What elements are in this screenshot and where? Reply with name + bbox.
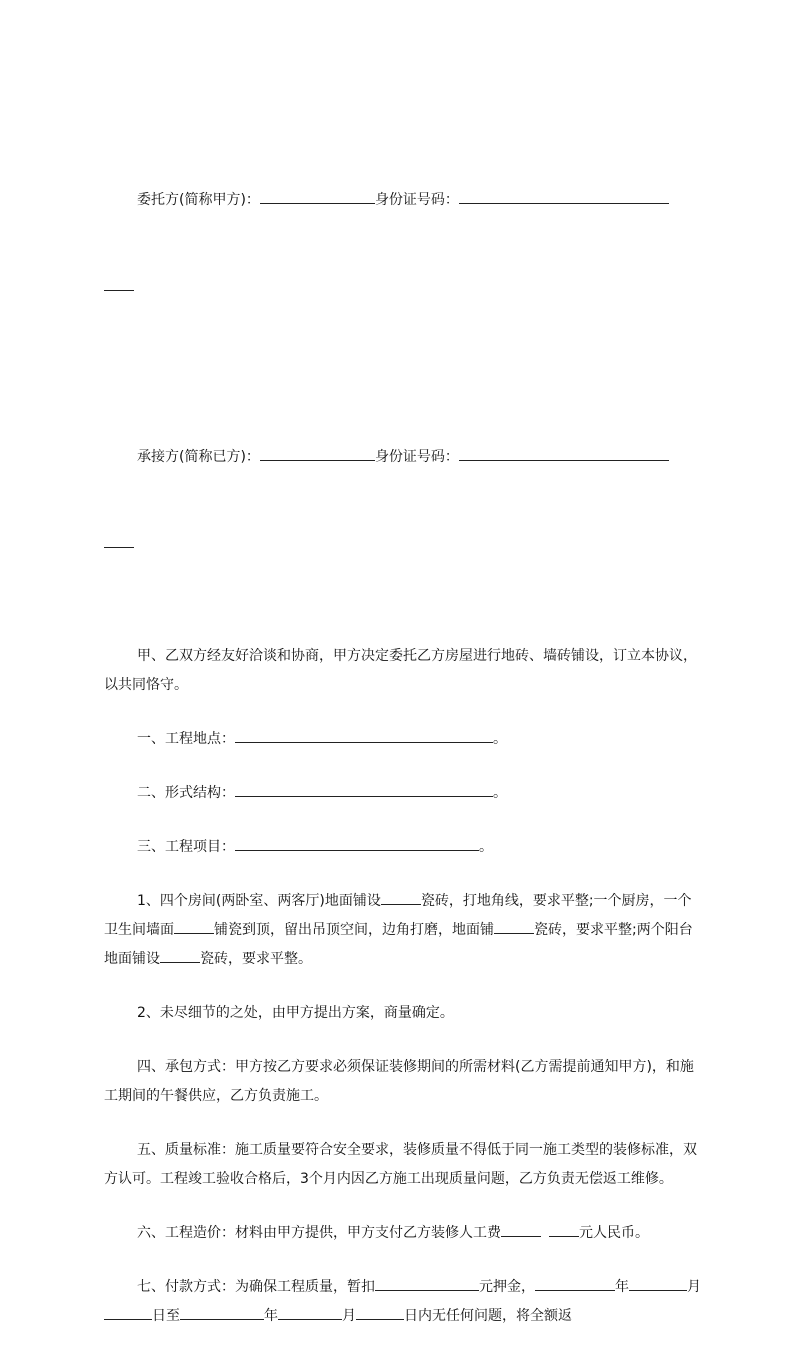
item-1-text-e: 瓷砖，要求平整。 xyxy=(200,951,312,967)
section-6-text-b: 元人民币。 xyxy=(579,1225,649,1241)
party-a-line-cont xyxy=(104,273,704,302)
section-4-paragraph: 四、承包方式：甲方按乙方要求必须保证装修期间的所需材料(乙方需提前通知甲方)，和施工期间的午餐供应，乙方负责施工。 xyxy=(104,1059,694,1104)
wall-tile-blank[interactable] xyxy=(174,919,214,934)
item-1-text-c: 铺瓷到顶，留出吊顶空间，边角打磨，地面铺 xyxy=(214,922,494,938)
item-1-text-b: 瓷砖，打地角线，要求平整;一个厨房，一个卫生间墙面 xyxy=(104,893,692,938)
party-a-label: 委托方(简称甲方)： xyxy=(137,192,260,208)
contract-body xyxy=(104,128,704,1356)
end-year-blank[interactable] xyxy=(180,1305,264,1320)
section-2-structure xyxy=(104,779,704,808)
section-2-end: 。 xyxy=(493,785,507,801)
party-b-name-blank[interactable] xyxy=(260,446,375,461)
section-7-text-g: 月 xyxy=(342,1308,356,1324)
party-a-id-label: 身份证号码： xyxy=(374,192,459,208)
kitchen-floor-tile-blank[interactable] xyxy=(494,919,534,934)
floor-tile-blank[interactable] xyxy=(381,890,421,905)
party-b-id-blank-cont[interactable] xyxy=(104,533,134,548)
item-1-text-a: 1、四个房间(两卧室、两客厅)地面铺设 xyxy=(137,893,381,909)
party-a-block xyxy=(104,128,704,360)
party-b-line-cont xyxy=(104,530,704,559)
section-3-label: 三、工程项目： xyxy=(137,839,235,855)
section-6-text-a: 六、工程造价：材料由甲方提供，甲方支付乙方装修人工费 xyxy=(137,1225,501,1241)
party-b-id-blank[interactable] xyxy=(459,446,669,461)
section-1-location xyxy=(104,725,704,754)
section-7-text-h: 日内无任何问题，将全额返 xyxy=(404,1308,572,1324)
item-1-paragraph xyxy=(104,887,704,974)
intro-paragraph: 甲、乙双方经友好洽谈和协商，甲方决定委托乙方房屋进行地砖、墙砖铺设，订立本协议，以共同恪守。 xyxy=(104,648,697,693)
item-1-text-d: 瓷砖，要求平整;两个阳台地面铺设 xyxy=(104,922,693,967)
labor-fee-blank-b[interactable] xyxy=(549,1222,579,1237)
end-day-blank[interactable] xyxy=(356,1305,404,1320)
section-7-text-f: 年 xyxy=(264,1308,278,1324)
section-3-end: 。 xyxy=(479,839,493,855)
project-blank[interactable] xyxy=(235,836,479,851)
party-a-name-blank[interactable] xyxy=(260,189,375,204)
section-2-label: 二、形式结构： xyxy=(137,785,235,801)
location-blank[interactable] xyxy=(235,728,493,743)
balcony-tile-blank[interactable] xyxy=(160,948,200,963)
section-5-paragraph: 五、质量标准：施工质量要符合安全要求，装修质量不得低于同一施工类型的装修标准，双方认可。工程竣工验收合格后，3个月内因乙方施工出现质量问题，乙方负责无偿返工维修。 xyxy=(104,1142,697,1187)
section-3-project xyxy=(104,833,704,862)
party-a-id-blank-cont[interactable] xyxy=(104,276,134,291)
party-a-line xyxy=(104,186,704,215)
party-b-line xyxy=(104,443,704,472)
end-month-blank[interactable] xyxy=(278,1305,342,1320)
section-6-paragraph xyxy=(104,1219,704,1248)
party-b-block xyxy=(104,385,704,617)
labor-fee-blank-a[interactable] xyxy=(501,1222,541,1237)
start-year-blank[interactable] xyxy=(535,1276,615,1291)
section-1-label: 一、工程地点： xyxy=(137,731,235,747)
section-7-text-e: 日至 xyxy=(152,1308,180,1324)
section-7-text-a: 七、付款方式：为确保工程质量，暂扣 xyxy=(137,1279,375,1295)
section-7-text-d: 月 xyxy=(687,1279,701,1295)
party-b-label: 承接方(简称已方)： xyxy=(137,449,260,465)
section-7-text-b: 元押金， xyxy=(479,1279,535,1295)
structure-blank[interactable] xyxy=(235,782,493,797)
section-7-paragraph xyxy=(104,1273,704,1331)
start-day-blank[interactable] xyxy=(104,1305,152,1320)
item-2-paragraph: 2、未尽细节的之处，由甲方提出方案，商量确定。 xyxy=(137,1005,454,1021)
section-7-text-c: 年 xyxy=(615,1279,629,1295)
deposit-blank[interactable] xyxy=(375,1276,479,1291)
section-1-end: 。 xyxy=(493,731,507,747)
start-month-blank[interactable] xyxy=(629,1276,687,1291)
party-a-id-blank[interactable] xyxy=(459,189,669,204)
party-b-id-label: 身份证号码： xyxy=(374,449,459,465)
